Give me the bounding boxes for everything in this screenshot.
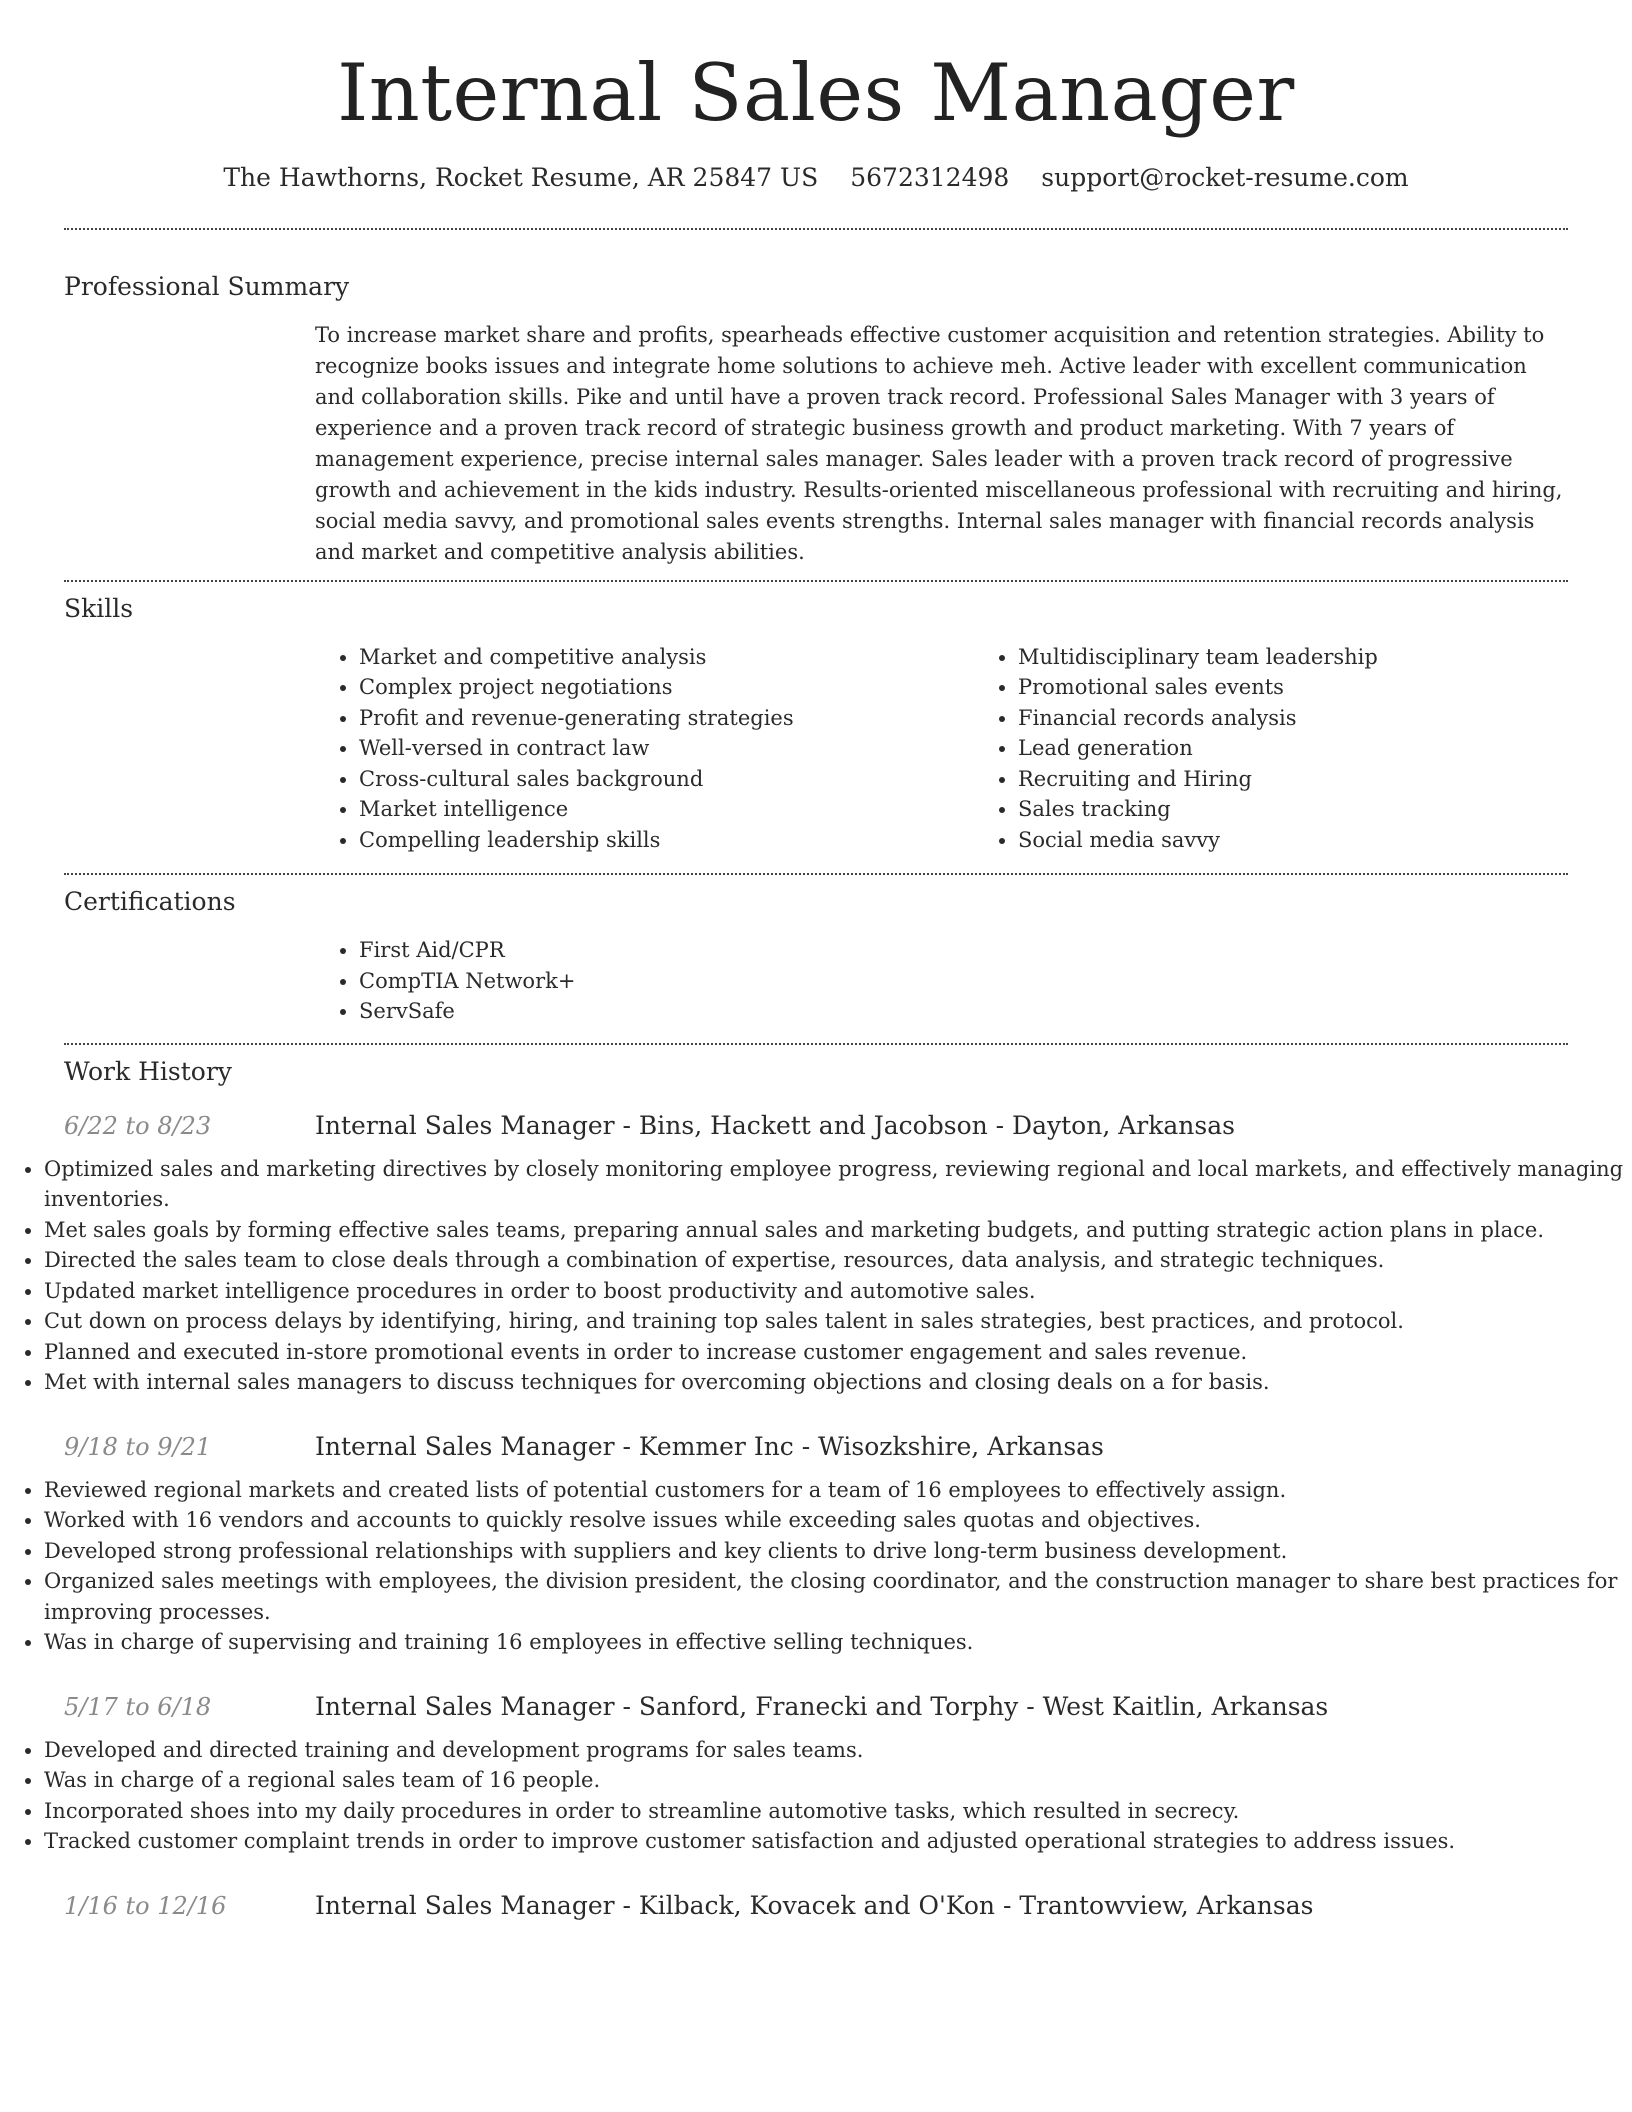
- list-item: • Developed strong professional relationships with suppliers and key clients to drive long-term business development.: [44, 1536, 1632, 1567]
- certifications-list: [315, 935, 1568, 1027]
- list-item: • CompTIA Network+: [359, 966, 1568, 997]
- job-title: Internal Sales Manager - Kilback, Kovacek and O'Kon - Trantowview, Arkansas: [315, 1890, 1314, 1920]
- list-item: • Compelling leadership skills: [359, 825, 974, 856]
- job-title: Internal Sales Manager - Sanford, Franecki and Torphy - West Kaitlin, Arkansas: [315, 1691, 1329, 1721]
- job-bullets: [0, 1735, 1632, 1857]
- list-item: • Cut down on process delays by identifying, hiring, and training top sales talent in sales strategies, best practices, and protocol.: [44, 1306, 1632, 1337]
- skills-divider: [64, 873, 1568, 875]
- list-item: • Directed the sales team to close deals through a combination of expertise, resources, data analysis, and strategic techniques.: [44, 1245, 1632, 1276]
- list-item: • Organized sales meetings with employees, the division president, the closing coordinator, and the construction manager to share best practices for improving processes.: [44, 1566, 1632, 1627]
- job-entry: [0, 1891, 1632, 1920]
- header-divider: [64, 228, 1568, 230]
- skills-list-right: [974, 642, 1632, 856]
- list-item: • Well-versed in contract law: [359, 733, 974, 764]
- list-item: • Reviewed regional markets and created lists of potential customers for a team of 16 employees to effectively assign.: [44, 1475, 1632, 1506]
- list-item: • Met sales goals by forming effective sales teams, preparing annual sales and marketing budgets, and putting strategic action plans in place.: [44, 1215, 1632, 1246]
- list-item: • Developed and directed training and development programs for sales teams.: [44, 1735, 1632, 1766]
- list-item: • First Aid/CPR: [359, 935, 1568, 966]
- list-item: • Multidisciplinary team leadership: [1018, 642, 1632, 673]
- contact-line: [0, 163, 1632, 192]
- contact-phone: 5672312498: [850, 162, 1010, 192]
- list-item: • Updated market intelligence procedures in order to boost productivity and automotive sales.: [44, 1276, 1632, 1307]
- job-entry: [0, 1111, 1632, 1398]
- list-item: • Cross-cultural sales background: [359, 764, 974, 795]
- summary-heading: Professional Summary: [64, 271, 350, 301]
- job-title: Internal Sales Manager - Kemmer Inc - Wisozkshire, Arkansas: [315, 1431, 1104, 1461]
- list-item: • Met with internal sales managers to discuss techniques for overcoming objections and closing deals on a for basis.: [44, 1367, 1632, 1398]
- skills-list-left: [315, 642, 974, 856]
- contact-address: The Hawthorns, Rocket Resume, AR 25847 US: [223, 162, 819, 192]
- job-entry: [0, 1432, 1632, 1658]
- list-item: • Lead generation: [1018, 733, 1632, 764]
- list-item: • Market intelligence: [359, 794, 974, 825]
- job-date: 1/16 to 12/16: [64, 1891, 227, 1920]
- work-heading: Work History: [64, 1056, 232, 1086]
- certifications-heading: Certifications: [64, 887, 236, 917]
- list-item: • Planned and executed in-store promotional events in order to increase customer engagement and sales revenue.: [44, 1337, 1632, 1368]
- contact-email: support@rocket-resume.com: [1041, 162, 1409, 192]
- job-date: 5/17 to 6/18: [64, 1692, 212, 1721]
- list-item: • Was in charge of supervising and training 16 employees in effective selling techniques.: [44, 1627, 1632, 1658]
- summary-divider: [64, 580, 1568, 582]
- work-section: [0, 1057, 1632, 1920]
- summary-section: [0, 272, 1632, 568]
- list-item: • Financial records analysis: [1018, 703, 1632, 734]
- job-date: 6/22 to 8/23: [64, 1111, 212, 1140]
- skills-section: [0, 594, 1632, 856]
- job-bullets: [0, 1154, 1632, 1398]
- list-item: • Incorporated shoes into my daily procedures in order to streamline automotive tasks, which resulted in secrecy.: [44, 1796, 1632, 1827]
- list-item: • Complex project negotiations: [359, 672, 974, 703]
- job-date: 9/18 to 9/21: [64, 1432, 212, 1461]
- summary-text: To increase market share and profits, spearheads effective customer acquisition and retention strategies. Ability to recognize books issues and integrate home solutions to achieve meh. Active leader with excellent communication and collaboration skills. Pike and until have a proven track record. Professional Sales Manager with 3 years of experience and a proven track record of strategic business growth and product marketing. With 7 years of management experience, precise internal sales manager. Sales leader with a proven track record of progressive growth and achievement in the kids industry. Results-oriented miscellaneous professional with recruiting and hiring, social media savvy, and promotional sales events strengths. Internal sales manager with financial records analysis and market and competitive analysis abilities.: [315, 322, 1563, 564]
- list-item: • ServSafe: [359, 996, 1568, 1027]
- list-item: • Social media savvy: [1018, 825, 1632, 856]
- list-item: • Sales tracking: [1018, 794, 1632, 825]
- list-item: • Promotional sales events: [1018, 672, 1632, 703]
- list-item: • Optimized sales and marketing directives by closely monitoring employee progress, reviewing regional and local markets, and effectively managing inventories.: [44, 1154, 1632, 1215]
- certifications-section: [0, 887, 1632, 1027]
- list-item: • Worked with 16 vendors and accounts to quickly resolve issues while exceeding sales quotas and objectives.: [44, 1505, 1632, 1536]
- list-item: • Profit and revenue-generating strategies: [359, 703, 974, 734]
- candidate-title: Internal Sales Manager: [337, 47, 1295, 139]
- list-item: • Was in charge of a regional sales team of 16 people.: [44, 1765, 1632, 1796]
- skills-heading: Skills: [64, 593, 134, 623]
- list-item: • Recruiting and Hiring: [1018, 764, 1632, 795]
- list-item: • Tracked customer complaint trends in order to improve customer satisfaction and adjusted operational strategies to address issues.: [44, 1826, 1632, 1857]
- job-title: Internal Sales Manager - Bins, Hackett and Jacobson - Dayton, Arkansas: [315, 1110, 1235, 1140]
- list-item: • Market and competitive analysis: [359, 642, 974, 673]
- job-bullets: [0, 1475, 1632, 1658]
- certifications-divider: [64, 1043, 1568, 1045]
- job-entry: [0, 1692, 1632, 1857]
- resume-header: [0, 0, 1632, 192]
